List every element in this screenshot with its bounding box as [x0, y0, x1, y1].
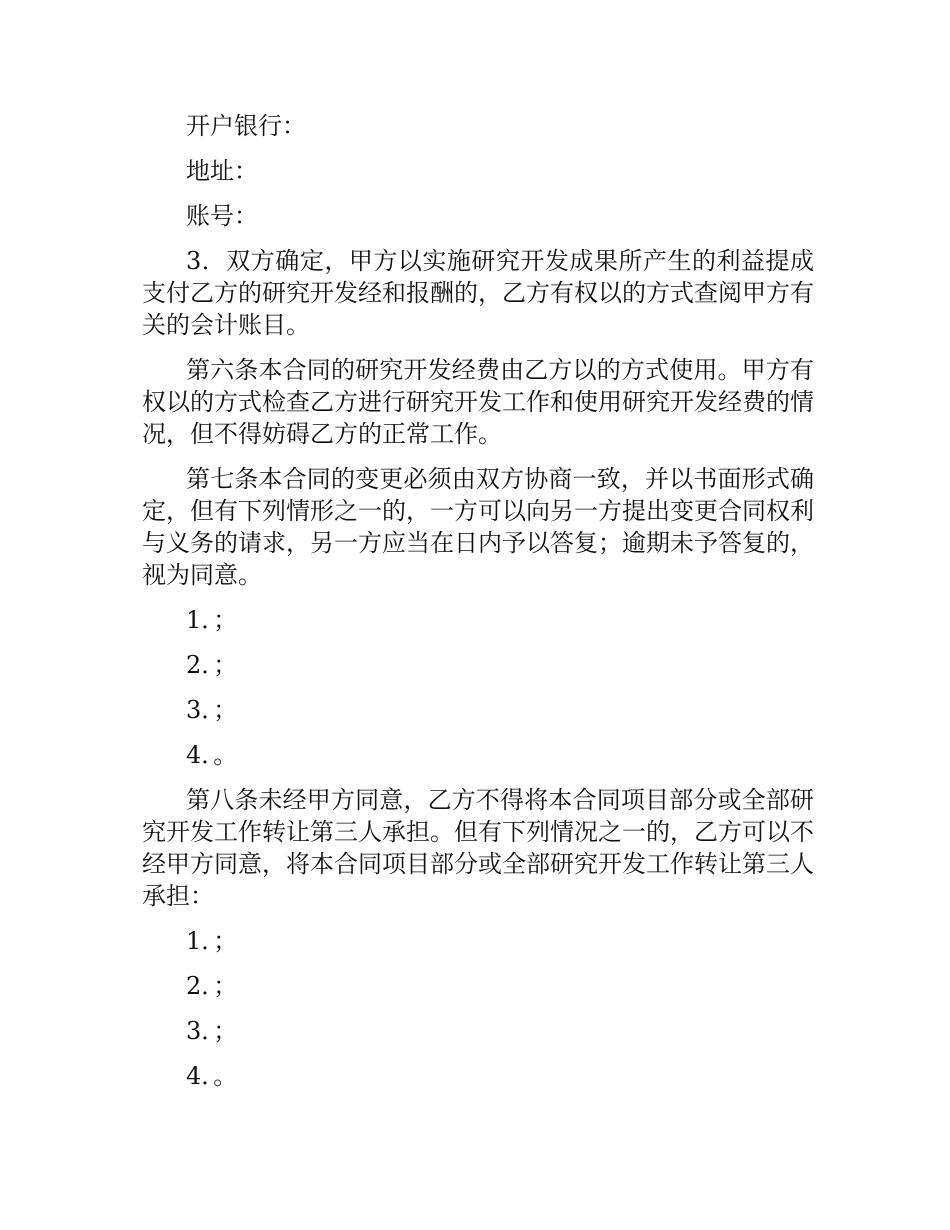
article-6-paragraph: 第六条本合同的研究开发经费由乙方以的方式使用。甲方有权以的方式检查乙方进行研究开发工作和使用研究开发经费的情况，但不得妨碍乙方的正常工作。 [142, 356, 814, 448]
address-field: 地址： [186, 157, 258, 185]
article-8-item-4: 4．。 [186, 1062, 238, 1090]
account-field: 账号： [186, 202, 258, 230]
bank-field: 开户银行： [186, 112, 306, 140]
article-7-item-3: 3．； [186, 696, 238, 724]
article-8-item-1: 1．； [186, 927, 238, 955]
clause-3-paragraph: 3．双方确定，甲方以实施研究开发成果所产生的利益提成支付乙方的研究开发经和报酬的，乙方有权以的方式查阅甲方有关的会计账目。 [142, 247, 814, 339]
article-7-paragraph: 第七条本合同的变更必须由双方协商一致，并以书面形式确定，但有下列情形之一的，一方可以向另一方提出变更合同权利与义务的请求，另一方应当在日内予以答复；逾期未予答复的，视为同意。 [142, 465, 814, 589]
article-8-item-3: 3．； [186, 1017, 238, 1045]
article-7-item-2: 2．； [186, 651, 238, 679]
article-7-item-1: 1．； [186, 606, 238, 634]
article-7-item-4: 4．。 [186, 741, 238, 769]
document-body [142, 110, 814, 1105]
article-8-paragraph: 第八条未经甲方同意，乙方不得将本合同项目部分或全部研究开发工作转让第三人承担。但有下列情况之一的，乙方可以不经甲方同意，将本合同项目部分或全部研究开发工作转让第三人承担： [142, 786, 814, 910]
article-8-item-2: 2．； [186, 972, 238, 1000]
